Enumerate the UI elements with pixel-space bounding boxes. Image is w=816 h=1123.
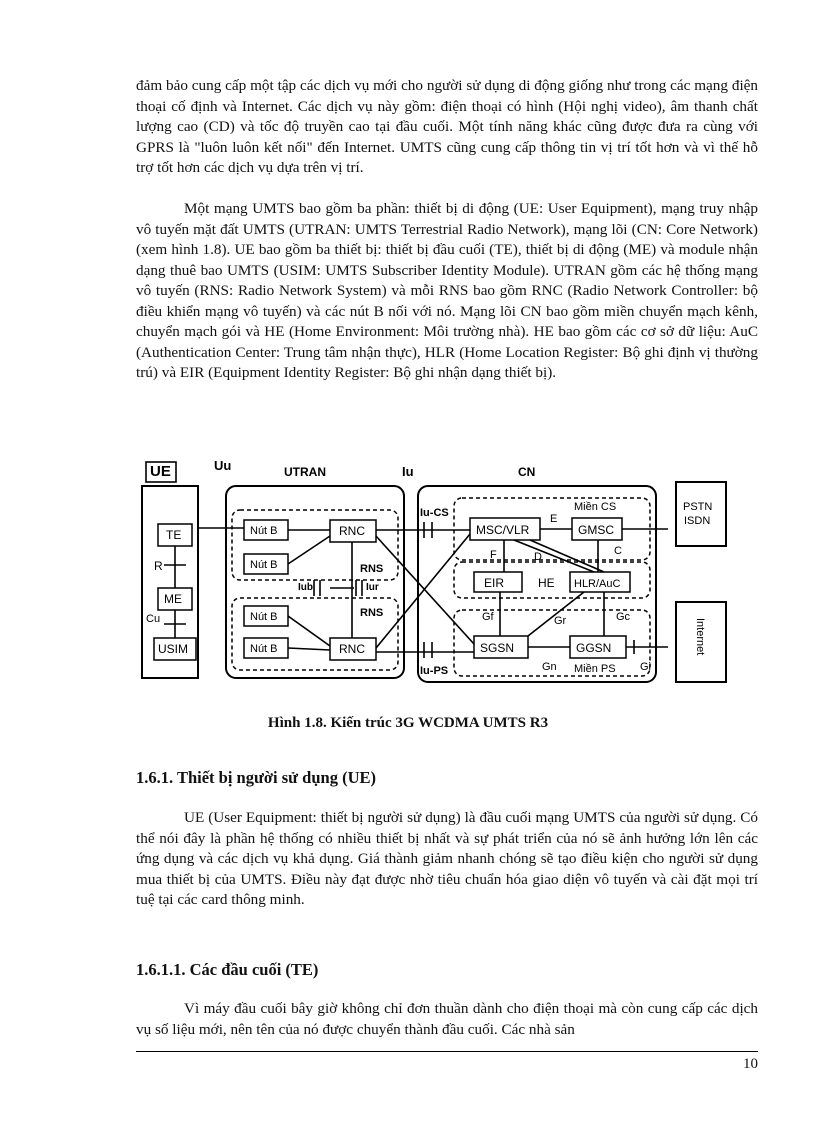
label-iub: Iub [298,582,313,593]
label-eir: EIR [484,576,505,590]
label-d: D [534,551,542,563]
label-nodeb-2: Nút B [250,559,278,571]
label-gc: Gc [616,611,631,623]
label-ggsn: GGSN [576,641,612,655]
figure-caption: Hình 1.8. Kiến trúc 3G WCDMA UMTS R3 [267,715,549,731]
label-isdn: ISDN [684,515,711,527]
label-gn: Gn [542,661,557,673]
label-e: E [550,513,558,525]
label-nodeb-3: Nút B [250,611,278,623]
label-iu: Iu [402,464,414,479]
heading-ue: 1.6.1. Thiết bị người sử dụng (UE) [136,768,376,787]
label-gi: Gi [640,661,651,673]
label-nodeb-1: Nút B [250,525,278,537]
paragraph-umts-architecture: Một mạng UMTS bao gồm ba phần: thiết bị di động (UE: User Equipment), mạng truy nhập vô tuyến mặt đất UMTS (UTRAN: UMTS Terrestrial Radio Network), mạng lõi (CN: Core Network) (xem hình 1.8). UE bao gồm ba thiết bị: thiết bị đầu cuối (TE), thiết bị di động (ME) và module nhận dạng thuê bao UMTS (USIM: UMTS Subscriber Identity Module). UTRAN gồm các hệ thống mạng vô tuyến (RNS: Radio Network System) và mỗi RNS bao gồm RNC (Radio Network Controller: bộ điều khiển mạng vô tuyến) và các nút B nối với nó. Mạng lõi CN bao gồm miền chuyển mạch kênh, chuyển mạch gói và HE (Home Environment: Môi trường nhà). HE bao gồm các cơ sở dữ liệu: AuC (Authentication Center: Trung tâm nhận thực), HLR (Home Location Register: Bộ ghi định vị thường trú) và EIR (Equipment Identity Register: Bộ ghi nhận dạng thiết bị). [136,200,758,381]
label-sgsn: SGSN [480,641,515,655]
label-msc: MSC/VLR [476,523,530,537]
label-rns-1: RNS [360,563,384,575]
label-ue: UE [150,463,171,480]
figure-umts-architecture [134,448,668,700]
heading-te: 1.6.1.1. Các đầu cuối (TE) [136,960,319,979]
label-rns-2: RNS [360,607,384,619]
label-mien-cs: Miền CS [574,501,617,513]
label-gmsc: GMSC [578,523,614,537]
label-cu: Cu [146,613,161,625]
label-usim: USIM [158,642,188,656]
label-iups: Iu-PS [420,665,449,677]
label-iur: Iur [366,582,379,593]
label-rnc-1: RNC [339,524,365,538]
label-pstn: PSTN [683,501,713,513]
label-r: R [154,559,163,573]
paragraph-ue: UE (User Equipment: thiết bị người sử dụng) là đầu cuối mạng UMTS của người sử dụng. Có thể nói đây là phần hệ thống có nhiều thiết bị nhất và sự phát triển của nó sẽ ảnh hưởng lớn lên các ứng dụng và các dịch vụ khả dụng. Giá thành giảm nhanh chóng sẽ tạo điều kiện cho người sử dụng mua thiết bị của UMTS. Điều này đạt được nhờ tiêu chuẩn hóa giao diện vô tuyến và cài đặt mọi trí tuệ tại các card thông minh. [136,809,758,908]
label-f: F [490,549,497,561]
label-cn: CN [518,465,536,479]
label-nodeb-4: Nút B [250,643,278,655]
label-c: C [614,545,622,557]
label-uu: Uu [214,458,232,473]
label-mien-ps: Miền PS [574,663,616,675]
label-gr: Gr [554,615,567,627]
label-rnc-2: RNC [339,642,365,656]
label-iucs: Iu-CS [420,507,449,519]
label-te: TE [166,528,182,542]
label-me: ME [164,592,182,606]
label-gf: Gf [482,611,494,623]
label-he: HE [538,576,555,590]
pstn-box [676,482,726,546]
label-utran: UTRAN [284,465,326,479]
footer-rule [136,1051,758,1052]
paragraph-te: Vì máy đầu cuối bây giờ không chỉ đơn thuần dành cho điện thoại mà còn cung cấp các dịch vụ số liệu mới, nên tên của nó được chuyển thành đầu cuối. Các nhà sản [136,1000,758,1038]
page-number: 10 [743,1056,758,1072]
paragraph-intro: đảm bảo cung cấp một tập các dịch vụ mới cho người sử dụng di động giống như trong các mạng điện thoại cố định và Internet. Các dịch vụ này gồm: điện thoại có hình (Hội nghị video), âm thanh chất lượng cao (CD) và tốc độ truyền cao tại đầu cuối. Một tính năng khác cũng được đưa ra cùng với GPRS là "luôn luôn kết nối" đến Internet. UMTS cũng cung cấp thông tin vị trí tốt hơn và vì thế hỗ trợ tốt hơn các dịch vụ dựa trên vị trí. [136,77,758,176]
external-networks [668,480,728,686]
label-internet: Internet [694,618,706,656]
label-hlr: HLR/AuC [574,578,621,590]
